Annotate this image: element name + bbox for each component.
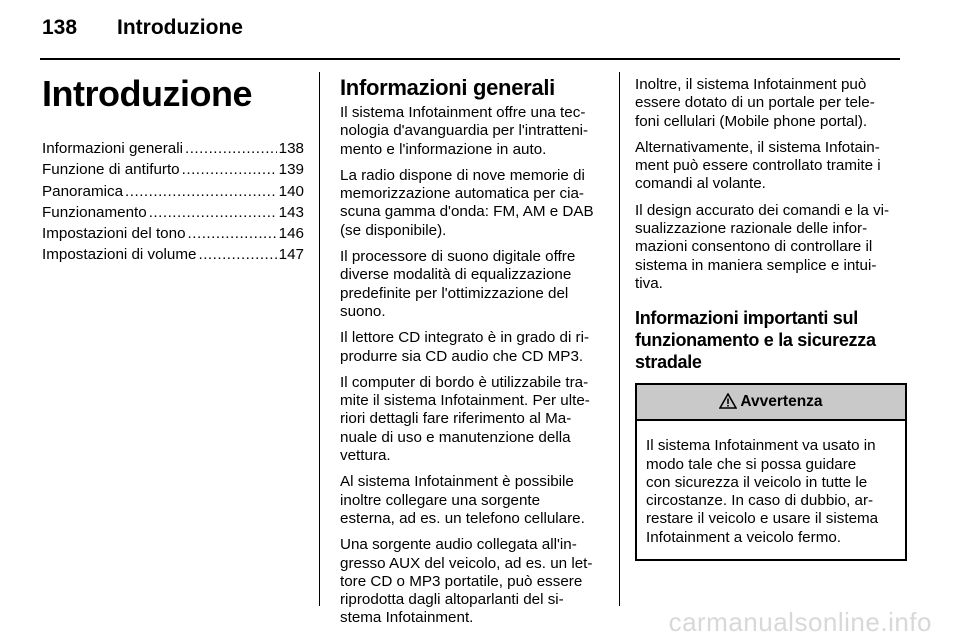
- text-line: Il design accurato dei comandi e la vi-: [635, 201, 890, 219]
- subsection-heading: [635, 307, 907, 373]
- text-line: nologia d'avanguardia per l'intratteni-: [340, 122, 589, 140]
- toc-entry[interactable]: [42, 246, 304, 267]
- warning-text: [637, 421, 905, 559]
- text-line: suono.: [340, 302, 386, 320]
- text-line: riori dettagli fare riferimento al Ma-: [340, 410, 572, 428]
- text-line: gresso AUX del veicolo, ad es. un let-: [340, 554, 593, 572]
- text-line: stema Infotainment.: [340, 609, 474, 627]
- toc-entry[interactable]: [42, 183, 304, 204]
- warning-box: [635, 383, 907, 561]
- text-line: Il processore di suono digitale offre: [340, 248, 576, 266]
- warning-triangle-icon: [719, 393, 737, 409]
- section-heading: Informazioni generali: [340, 75, 555, 100]
- text-line: circostanze. In caso di dubbio, ar-: [646, 492, 874, 510]
- paragraph: [340, 104, 612, 159]
- text-line: comandi al volante.: [635, 175, 766, 193]
- toc-leader-dots: [125, 183, 277, 201]
- text-line: Infotainment a veicolo fermo.: [646, 528, 842, 546]
- text-line: tore CD o MP3 portatile, può essere: [340, 572, 583, 590]
- toc-entry[interactable]: [42, 140, 304, 161]
- text-line: essere dotato di un portale per tele-: [635, 94, 875, 112]
- toc-entry-label: Panoramica: [42, 182, 124, 200]
- toc-entry-page: 147: [278, 246, 304, 264]
- text-line: Il computer di bordo è utilizzabile tra-: [340, 373, 589, 391]
- toc-entry-page: 138: [278, 140, 304, 157]
- text-column-right: [635, 76, 907, 561]
- text-line: sistema in maniera semplice e intui-: [635, 256, 877, 274]
- section-body: [340, 104, 612, 628]
- toc-entry-page: 139: [278, 161, 304, 179]
- running-header-title: Introduzione: [117, 16, 243, 39]
- header-rule: [40, 58, 900, 60]
- text-line: foni cellulari (Mobile phone portal).: [635, 112, 868, 130]
- toc-entry-page: 146: [278, 225, 304, 243]
- text-line: esterna, ad es. un telefono cellulare.: [340, 509, 585, 527]
- text-line: mento e l'informazione in auto.: [340, 140, 547, 158]
- text-line: Alternativamente, il sistema Infotain-: [635, 138, 880, 156]
- toc-entry-label: Funzionamento: [42, 203, 147, 221]
- paragraph: [340, 473, 612, 528]
- paragraph: [635, 139, 907, 194]
- text-line: mazioni consentono di controllare il: [635, 238, 873, 256]
- paragraph: [340, 248, 612, 321]
- paragraph: [340, 374, 612, 465]
- text-line: tiva.: [635, 274, 663, 292]
- text-line: Inoltre, il sistema Infotainment può: [635, 76, 867, 93]
- text-line: (se disponibile).: [340, 221, 447, 239]
- toc-leader-dots: [188, 225, 277, 243]
- warning-title: Avvertenza: [740, 393, 823, 411]
- section-body-continued: [635, 76, 907, 293]
- toc-column: [42, 74, 304, 268]
- toc-entry[interactable]: [42, 225, 304, 246]
- toc-leader-dots: [185, 140, 277, 158]
- paragraph: [635, 202, 907, 293]
- text-line: sualizzazione razionale delle infor-: [635, 220, 868, 238]
- toc-entry[interactable]: [42, 204, 304, 225]
- text-line: stradale: [635, 352, 702, 373]
- column-divider-left: [319, 72, 320, 606]
- text-line: memorizzazione automatica per cia-: [340, 185, 584, 203]
- toc-entry-page: 143: [278, 203, 304, 221]
- text-line: La radio dispone di nove memorie di: [340, 166, 585, 184]
- toc-entry-label: Impostazioni di volume: [42, 246, 197, 264]
- column-divider-right: [619, 72, 620, 606]
- text-line: diverse modalità di equalizzazione: [340, 266, 572, 284]
- text-column-middle: [340, 76, 612, 636]
- toc-leader-dots: [198, 246, 276, 264]
- toc-entry-label: Funzione di antifurto: [42, 161, 180, 179]
- paragraph: [635, 76, 907, 131]
- text-line: Il lettore CD integrato è in grado di ri-: [340, 329, 590, 347]
- text-line: Il sistema Infotainment va usato in: [646, 437, 876, 455]
- text-line: Al sistema Infotainment è possibile: [340, 473, 574, 491]
- paragraph: [340, 329, 612, 366]
- text-line: Una sorgente audio collegata all'in-: [340, 536, 577, 554]
- text-line: riprodotta dagli altoparlanti del si-: [340, 591, 564, 609]
- table-of-contents: [42, 140, 304, 268]
- watermark: carmanualsonline.info: [668, 607, 932, 637]
- toc-entry-label: Impostazioni del tono: [42, 225, 186, 243]
- paragraph: [340, 167, 612, 240]
- text-line: mite il sistema Infotainment. Per ulte-: [340, 392, 590, 410]
- toc-leader-dots: [149, 204, 277, 222]
- text-line: scuna gamma d'onda: FM, AM e DAB: [340, 203, 594, 221]
- toc-entry[interactable]: [42, 161, 304, 182]
- text-line: produrre sia CD audio che CD MP3.: [340, 347, 584, 365]
- text-line: con sicurezza il veicolo in tutte le: [646, 473, 868, 491]
- text-line: vettura.: [340, 447, 391, 465]
- text-line: funzionamento e la sicurezza: [635, 330, 876, 351]
- text-line: predefinite per l'ottimizzazione del: [340, 284, 569, 302]
- text-line: ment può essere controllato tramite i: [635, 157, 881, 175]
- text-line: modo tale che si possa guidare: [646, 455, 857, 473]
- chapter-title: Introduzione: [42, 73, 252, 114]
- text-line: Informazioni importanti sul: [635, 308, 858, 329]
- paragraph: [340, 536, 612, 627]
- toc-entry-page: 140: [278, 182, 304, 200]
- text-line: nuale di uso e manutenzione della: [340, 428, 571, 446]
- text-line: inoltre collegare una sorgente: [340, 491, 541, 509]
- toc-leader-dots: [182, 161, 277, 179]
- text-line: restare il veicolo e usare il sistema: [646, 510, 879, 528]
- toc-entry-label: Informazioni generali: [42, 140, 183, 157]
- warning-header: [637, 385, 905, 421]
- page-number: 138: [42, 16, 78, 39]
- text-line: Il sistema Infotainment offre una tec-: [340, 104, 586, 121]
